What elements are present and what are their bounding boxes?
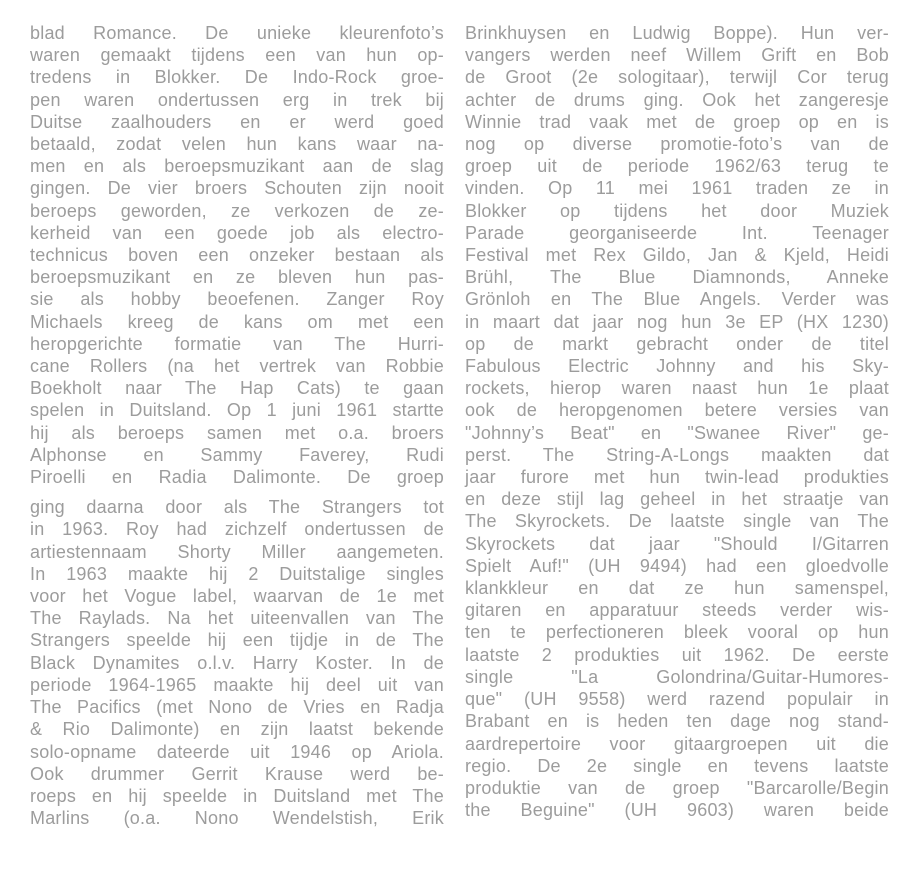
text-line: blad Romance. De unieke kleurenfoto’s xyxy=(30,23,444,43)
text-line: gitaren en apparatuur steeds verder wis- xyxy=(465,600,889,621)
text-line: artiestennaam Shorty Miller aangemeten. xyxy=(30,541,444,562)
text-line: Duitse zaalhouders en er werd goed xyxy=(30,111,444,132)
text-line: Brühl, The Blue Diamnonds, Anneke xyxy=(465,267,889,288)
text-line: in maart dat jaar nog hun 3e EP (HX 1230) xyxy=(465,311,889,332)
text-line: Marlins (o.a. Nono Wendelstish, Erik xyxy=(30,808,444,829)
text-line: men en als beroepsmuzikant aan de slag xyxy=(30,156,444,177)
text-line: gingen. De vier broers Schouten zijn nooit xyxy=(30,178,444,199)
text-line: The Skyrockets. De laatste single van The xyxy=(465,511,889,532)
text-line: regio. De 2e single en tevens laatste xyxy=(465,755,889,776)
text-line: The Pacifics (met Nono de Vries en Radja xyxy=(30,697,444,718)
text-line: Piroelli en Radia Dalimonte. De groep xyxy=(30,467,444,488)
text-line: beroepsmuzikant en ze bleven hun pas- xyxy=(30,267,444,288)
text-line: betaald, zodat velen hun kans waar na- xyxy=(30,134,444,155)
text-line: perst. The String-A-Longs maakten dat xyxy=(465,444,889,465)
text-line: sie als hobby beoefenen. Zanger Roy xyxy=(30,289,444,310)
text-line: cane Rollers (na het vertrek van Robbie xyxy=(30,356,444,377)
text-line: aardrepertoire voor gitaargroepen uit die xyxy=(465,733,889,754)
text-line: Alphonse en Sammy Faverey, Rudi xyxy=(30,444,444,465)
text-line: Brabant en is heden ten dage nog stand- xyxy=(465,711,889,732)
text-line: In 1963 maakte hij 2 Duitstalige singles xyxy=(30,563,444,584)
text-line: achter de drums ging. Ook het zangeresje xyxy=(465,89,889,110)
text-line: groep uit de periode 1962/63 terug te xyxy=(465,156,889,177)
text-line: vangers werden neef Willem Grift en Bob xyxy=(465,45,889,66)
text-line: voor het Vogue label, waarvan de 1e met xyxy=(30,586,444,607)
text-line: waren gemaakt tijdens een van hun op- xyxy=(30,45,444,66)
text-line: Grönloh en The Blue Angels. Verder was xyxy=(465,289,889,310)
text-line: Skyrockets dat jaar "Should I/Gitarren xyxy=(465,533,889,554)
paragraph xyxy=(30,496,444,829)
text-line: Winnie trad vaak met de groep op en is xyxy=(465,111,889,132)
text-line: en deze stijl lag geheel in het straatje van xyxy=(465,489,889,510)
text-line: The Raylads. Na het uiteenvallen van The xyxy=(30,608,444,629)
paragraph xyxy=(30,22,444,488)
text-line: kerheid van een goede job als electro- xyxy=(30,222,444,243)
text-line: Spielt Auf!" (UH 9494) had een gloedvolle xyxy=(465,555,889,576)
text-line: produktie van de groep "Barcarolle/Begin xyxy=(465,777,889,798)
text-line: ging daarna door als The Strangers tot xyxy=(30,497,444,518)
text-line: & Rio Dalimonte) en zijn laatst bekende xyxy=(30,719,444,740)
text-line: heropgerichte formatie van The Hurri- xyxy=(30,333,444,354)
text-line: Boekholt naar The Hap Cats) te gaan xyxy=(30,378,444,399)
text-line: hij als beroeps samen met o.a. broers xyxy=(30,422,444,443)
text-line: the Beguine" (UH 9603) waren beide xyxy=(465,800,889,821)
text-line: Black Dynamites o.l.v. Harry Koster. In de xyxy=(30,652,444,673)
text-line: op de markt gebracht onder de titel xyxy=(465,333,889,354)
text-line: klankkleur en dat ze hun samenspel, xyxy=(465,578,889,599)
text-line: Michaels kreeg de kans om met een xyxy=(30,311,444,332)
text-line: jaar furore met hun twin-lead produkties xyxy=(465,467,889,488)
text-line: que" (UH 9558) werd razend populair in xyxy=(465,689,889,710)
paragraph xyxy=(465,22,889,821)
text-line: Ook drummer Gerrit Krause werd be- xyxy=(30,763,444,784)
text-line: single "La Golondrina/Guitar-Humores- xyxy=(465,666,889,687)
text-line: Brinkhuysen en Ludwig Boppe). Hun ver- xyxy=(465,23,889,43)
text-line: rockets, hierop waren naast hun 1e plaat xyxy=(465,378,889,399)
text-line: pen waren ondertussen erg in trek bij xyxy=(30,89,444,110)
text-line: solo-opname dateerde uit 1946 op Ariola. xyxy=(30,741,444,762)
text-line: laatste 2 produkties uit 1962. De eerste xyxy=(465,644,889,665)
text-column-left xyxy=(30,22,444,882)
text-line: de Groot (2e sologitaar), terwijl Cor terug xyxy=(465,67,889,88)
text-line: in 1963. Roy had zichzelf ondertussen de xyxy=(30,519,444,540)
text-line: Strangers speelde hij een tijdje in de The xyxy=(30,630,444,651)
text-line: nog op diverse promotie-foto’s van de xyxy=(465,134,889,155)
text-line: periode 1964-1965 maakte hij deel uit van xyxy=(30,674,444,695)
text-column-right xyxy=(465,22,889,882)
text-line: Fabulous Electric Johnny and his Sky- xyxy=(465,356,889,377)
text-line: spelen in Duitsland. Op 1 juni 1961 startte xyxy=(30,400,444,421)
text-line: roeps en hij speelde in Duitsland met The xyxy=(30,785,444,806)
text-line: "Johnny’s Beat" en "Swanee River" ge- xyxy=(465,422,889,443)
text-line: vinden. Op 11 mei 1961 traden ze in xyxy=(465,178,889,199)
text-line: Parade georganiseerde Int. Teenager xyxy=(465,222,889,243)
text-line: beroeps geworden, ze verkozen de ze- xyxy=(30,200,444,221)
text-line: technicus boven een onzeker bestaan als xyxy=(30,245,444,266)
text-line: ten te perfectioneren bleek vooral op hun xyxy=(465,622,889,643)
text-line: Festival met Rex Gildo, Jan & Kjeld, Heidi xyxy=(465,245,889,266)
text-line: ook de heropgenomen betere versies van xyxy=(465,400,889,421)
text-line: Blokker op tijdens het door Muziek xyxy=(465,200,889,221)
text-line: tredens in Blokker. De Indo-Rock groe- xyxy=(30,67,444,88)
